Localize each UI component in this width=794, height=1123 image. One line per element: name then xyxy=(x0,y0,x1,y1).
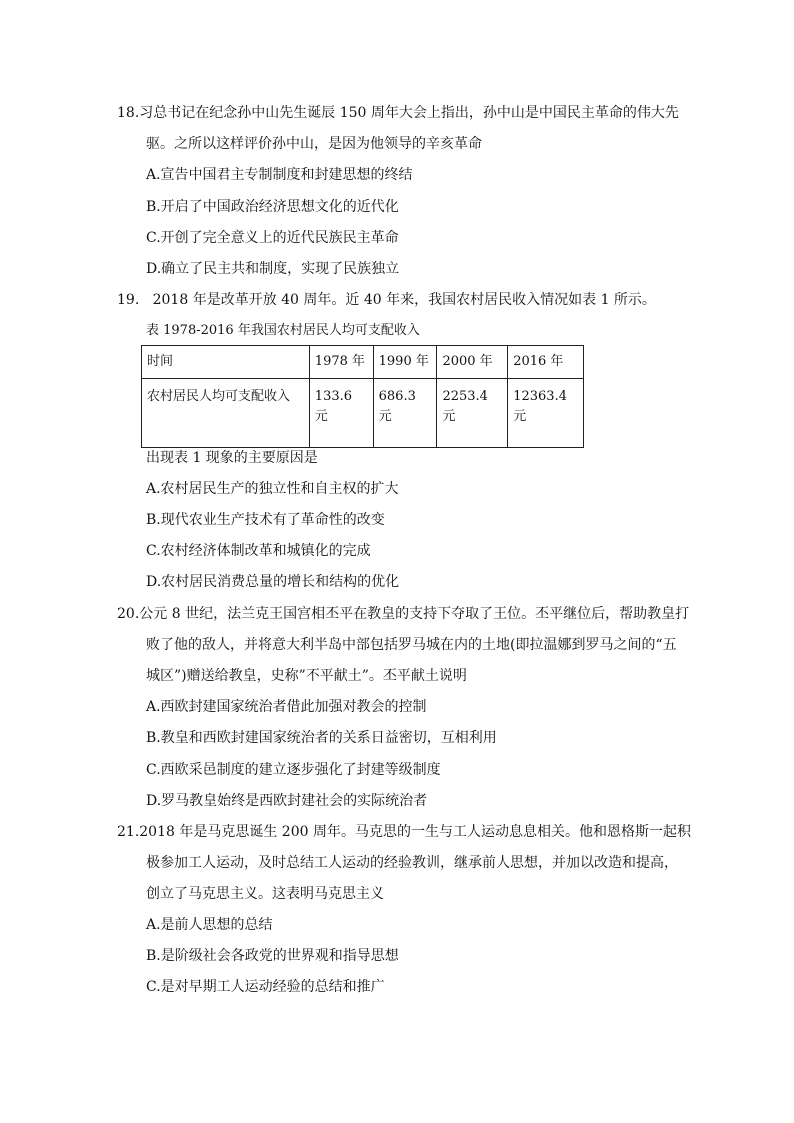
q20-stem-line2: 败了他的敌人，并将意大利半岛中部包括罗马城在内的土地(即拉温娜到罗马之间的“五 xyxy=(146,637,677,653)
table-cell: 12363.4 元 xyxy=(508,379,584,448)
q20-stem-line3: 城区”)赠送给教皇，史称”不平献土”。丕平献土说明 xyxy=(146,668,467,684)
q21-stem-line2: 极参加工人运动，及时总结工人运动的经验教训，继承前人思想，并加以改造和提高， xyxy=(146,855,678,871)
q21-option-a: A.是前人思想的总结 xyxy=(146,917,273,933)
table-header-cell: 2000 年 xyxy=(437,346,508,379)
table-header-cell: 1990 年 xyxy=(373,346,437,379)
q20-option-d: D.罗马教皇始终是西欧封建社会的实际统治者 xyxy=(146,793,428,809)
q19-option-d: D.农村居民消费总量的增长和结构的优化 xyxy=(146,574,400,590)
q21-option-c: C.是对早期工人运动经验的总结和推广 xyxy=(146,979,385,995)
q18-option-d: D.确立了民主共和制度，实现了民族独立 xyxy=(146,261,400,277)
q21-option-b: B.是阶级社会各政党的世界观和指导思想 xyxy=(146,948,399,964)
q20-option-c: C.西欧采邑制度的建立逐步强化了封建等级制度 xyxy=(146,762,441,778)
table-row-label: 农村居民人均可支配收入 xyxy=(142,379,310,448)
q18-stem-line2: 驱。之所以这样评价孙中山，是因为他领导的辛亥革命 xyxy=(146,136,482,152)
q19-option-a: A.农村居民生产的独立性和自主权的扩大 xyxy=(146,481,399,497)
table-header-cell: 1978 年 xyxy=(309,346,373,379)
q18-option-c: C.开创了完全意义上的近代民族民主革命 xyxy=(146,230,399,246)
table-header-cell: 2016 年 xyxy=(508,346,584,379)
q21-stem-line1: 21.2018 年是马克思诞生 200 周年。马克思的一生与工人运动息息相关。他和恩格斯一起积 xyxy=(117,824,691,840)
q18-option-a: A.宣告中国君主专制制度和封建思想的终结 xyxy=(146,167,413,183)
table-header-row xyxy=(142,346,584,379)
q19-stem-line1: 19. 2018 年是改革开放 40 周年。近 40 年来，我国农村居民收入情况如表 1 所示。 xyxy=(117,292,656,308)
table-cell: 2253.4 元 xyxy=(437,379,508,448)
q20-stem-line1: 20.公元 8 世纪，法兰克王国宫相丕平在教皇的支持下夺取了王位。丕平继位后，帮助教皇打 xyxy=(117,606,690,622)
table-cell: 686.3 元 xyxy=(373,379,437,448)
q20-option-b: B.教皇和西欧封建国家统治者的关系日益密切，互相利用 xyxy=(146,730,497,746)
q18-stem-line1: 18.习总书记在纪念孙中山先生诞辰 150 周年大会上指出，孙中山是中国民主革命的伟大先 xyxy=(117,105,679,121)
table-cell: 133.6 元 xyxy=(309,379,373,448)
table-header-cell: 时间 xyxy=(142,346,310,379)
q20-option-a: A.西欧封建国家统治者借此加强对教会的控制 xyxy=(146,699,427,715)
q19-option-c: C.农村经济体制改革和城镇化的完成 xyxy=(146,543,371,559)
table-row xyxy=(142,379,584,448)
income-table xyxy=(141,345,584,448)
q18-option-b: B.开启了中国政治经济思想文化的近代化 xyxy=(146,199,399,215)
q19-option-b: B.现代农业生产技术有了革命性的改变 xyxy=(146,512,385,528)
q19-after-table: 出现表 1 现象的主要原因是 xyxy=(146,450,318,466)
q19-table-caption: 表 1978-2016 年我国农村居民人均可支配收入 xyxy=(146,323,420,338)
q21-stem-line3: 创立了马克思主义。这表明马克思主义 xyxy=(146,886,384,902)
